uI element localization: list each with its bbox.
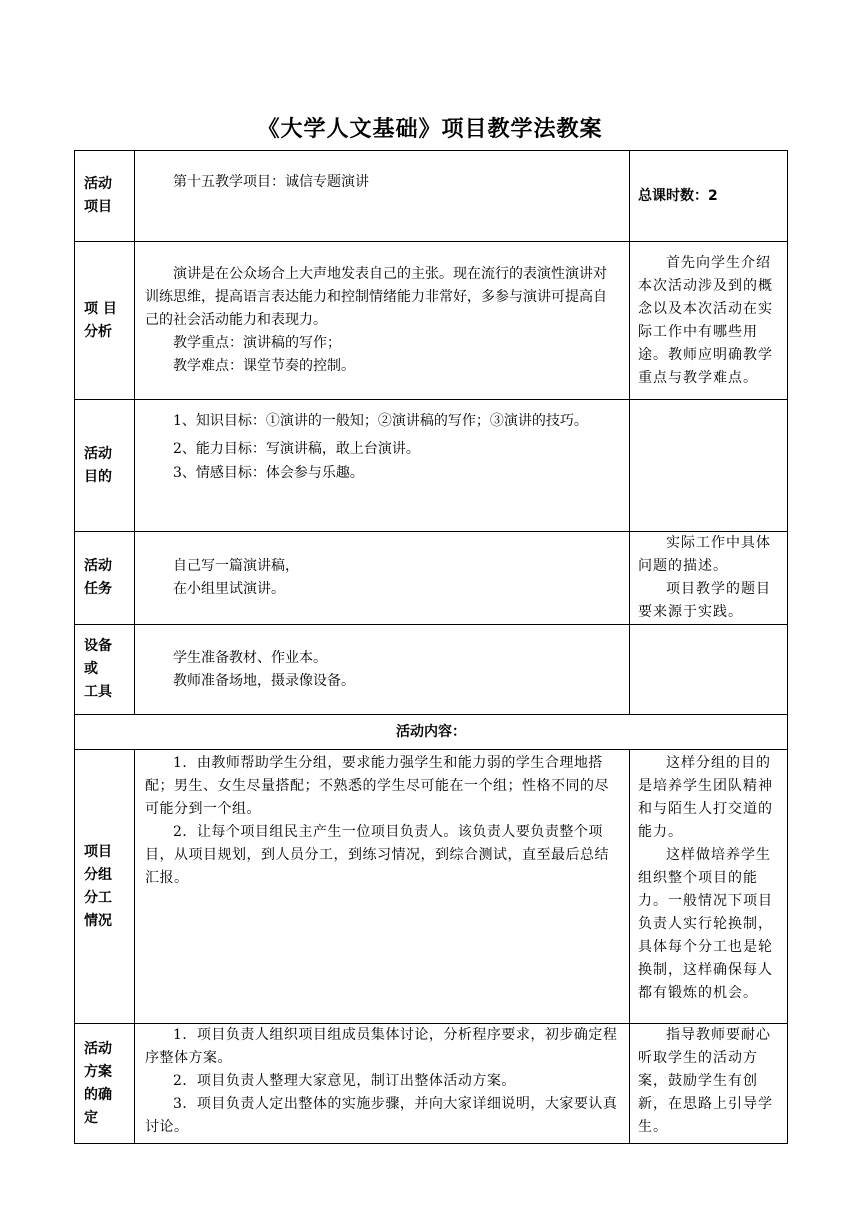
activity-tasks-content: 自己写一篇演讲稿， 在小组里试演讲。 <box>135 532 630 625</box>
activity-tasks-note: 实际工作中具体问题的描述。 项目教学的题目要来源于实践。 <box>630 532 788 625</box>
equipment-content: 学生准备教材、作业本。 教师准备场地，摄录像设备。 <box>135 625 630 715</box>
grouping-note: 这样分组的目的是培养学生团队精神和与陌生人打交道的能力。 这样做培养学生组织整个项目的能力。一般情况下项目负责人实行轮换制，具体每个分工也是轮换制，这样确保每人都有锻炼的机会。 <box>630 750 788 1024</box>
row-activity-project <box>75 151 788 242</box>
project-analysis-note: 首先向学生介绍本次活动涉及到的概念以及本次活动在实际工作中有哪些用途。教师应明确教学重点与教学难点。 <box>630 242 788 400</box>
label-activity-project: 活动 项目 <box>75 151 135 242</box>
activity-content-header: 活动内容： <box>75 715 788 750</box>
total-hours: 总课时数：2 <box>630 151 788 242</box>
row-activity-goals <box>75 400 788 532</box>
row-project-analysis <box>75 242 788 400</box>
equipment-note <box>630 625 788 715</box>
label-activity-tasks: 活动 任务 <box>75 532 135 625</box>
row-grouping <box>75 750 788 1024</box>
label-grouping: 项目 分组 分工 情况 <box>75 750 135 1024</box>
activity-project-content: 第十五教学项目：诚信专题演讲 <box>135 151 630 242</box>
row-activity-plan <box>75 1024 788 1144</box>
label-project-analysis: 项 目 分析 <box>75 242 135 400</box>
project-analysis-content: 演讲是在公众场合上大声地发表自己的主张。现在流行的表演性演讲对训练思维，提高语言表达能力和控制情绪能力非常好，多参与演讲可提高自己的社会活动能力和表现力。 教学重点：演讲稿的写作； 教学难点：课堂节奏的控制。 <box>135 242 630 400</box>
label-activity-goals: 活动 目的 <box>75 400 135 532</box>
activity-plan-note: 指导教师要耐心听取学生的活动方案，鼓励学生有创新，在思路上引导学生。 <box>630 1024 788 1144</box>
label-activity-plan: 活动 方案 的确 定 <box>75 1024 135 1144</box>
activity-plan-content: 1．项目负责人组织项目组成员集体讨论，分析程序要求，初步确定程序整体方案。 2．项目负责人整理大家意见，制订出整体活动方案。 3．项目负责人定出整体的实施步骤，并向大家详细说明，大家要认真讨论。 <box>135 1024 630 1144</box>
lesson-plan-table <box>74 150 788 1144</box>
activity-goals-content: 1、知识目标：①演讲的一般知；②演讲稿的写作；③演讲的技巧。 2、能力目标：写演讲稿，敢上台演讲。 3、情感目标：体会参与乐趣。 <box>135 400 630 532</box>
activity-goals-note <box>630 400 788 532</box>
label-equipment: 设备 或 工具 <box>75 625 135 715</box>
document-title: 《大学人文基础》项目教学法教案 <box>257 117 603 142</box>
row-activity-tasks <box>75 532 788 625</box>
row-section-header <box>75 715 788 750</box>
grouping-content: 1．由教师帮助学生分组，要求能力强学生和能力弱的学生合理地搭配；男生、女生尽量搭配；不熟悉的学生尽可能在一个组；性格不同的尽可能分到一个组。 2．让每个项目组民主产生一位项目负责人。该负责人要负责整个项目，从项目规划，到人员分工，到练习情况，到综合测试，直至最后总结汇报。 <box>135 750 630 1024</box>
row-equipment <box>75 625 788 715</box>
